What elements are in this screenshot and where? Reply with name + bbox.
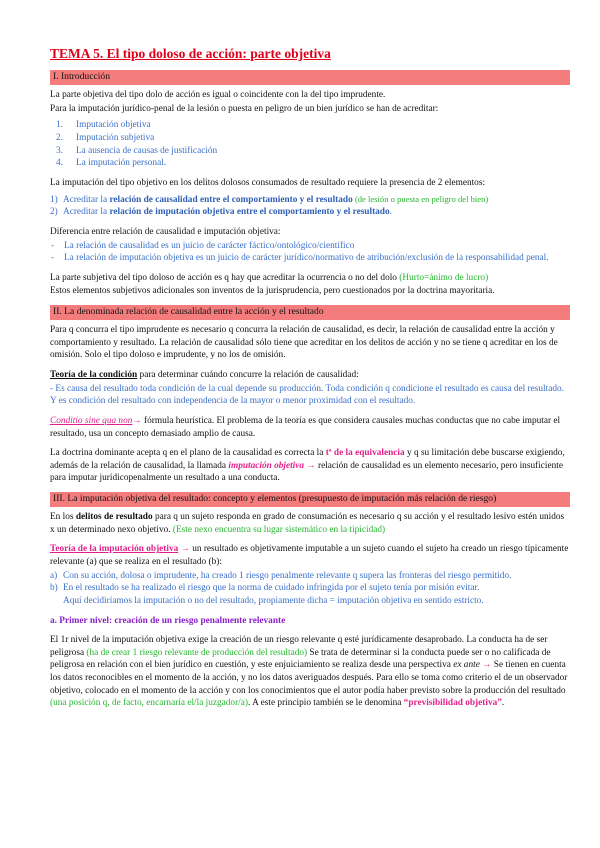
- document-body: [50, 46, 570, 714]
- paragraph: La imputación del tipo objetivo en los delitos dolosos consumados de resultado requiere la presencia de 2 elementos:: [50, 177, 486, 188]
- paragraph: Para la imputación jurídico-penal de la lesión o puesta en peligro de un bien jurídico se han de acreditar:: [50, 103, 439, 114]
- dash-list: [50, 240, 570, 265]
- paragraph: Conditio sine qua non→ fórmula heurística. El problema de la teoría es que considera causales muchas conductas que no cabe imputar el resultado, usa un concepto demasiado amplio de causa.: [50, 415, 561, 439]
- section-header-causalidad: II. La denominada relación de causalidad entre la acción y el resultado: [50, 305, 570, 320]
- numbered-list: [50, 119, 570, 170]
- paragraph: Teoría de la imputación objetiva → un resultado es objetivamente imputable a un sujeto cuando el sujeto ha creado un riesgo típicamente relevante (a) que se realiza en el resultado (b):: [50, 544, 569, 567]
- page-title: TEMA 5. El tipo doloso de acción: parte objetiva: [50, 46, 331, 61]
- list-item: 4. La imputación personal.: [56, 158, 167, 169]
- paragraph: El 1r nivel de la imputación objetiva exige la creación de un riesgo relevante q esté jurídicamente desaprobado. La conducta ha de ser peligrosa (ha de crear 1 riesgo relevante de producción del resultado) Se trata de determinar si la conducta puede ser o no calificada de peligrosa en relación con el bien jurídico en cuestión, y este enjuiciamiento se realiza desde una perspectiva ex ante → Se tienen en cuenta los datos reconocibles en el momento de la acción, y no los datos averiguados después. Para ello se toma como criterio el de un observador objetivo, colocado en el momento de la acción y con los conocimientos que el autor podía haber previsto sobre la producción del resultado (una posición q, de facto, encarnaría el/la juzgador/a). A este principio también se le denomina “previsibilidad objetiva”.: [50, 635, 568, 709]
- subsection-heading: a. Primer nivel: creación de un riesgo penalmente relevante: [50, 615, 286, 626]
- section-header-imputacion-objetiva: III. La imputación objetiva del resultado: concepto y elementos (presupuesto de imputación más relación de riesgo): [50, 492, 570, 507]
- list-item: 3. La ausencia de causas de justificación: [56, 145, 218, 156]
- paragraph: La doctrina dominante acepta q en el plano de la causalidad es correcta la tª de la equivalencia y q su limitación debe buscarse exigiendo, además de la relación de causalidad, la llamada imputación objetiva → relación de causalidad es un elemento necesario, pero insuficiente para imputar jurídicopenalmente un resultado a una conducta.: [50, 448, 565, 484]
- list-item: 1. Imputación objetiva: [56, 120, 151, 131]
- paragraph: Teoría de la condición para determinar cuándo concurre la relación de causalidad:: [50, 369, 359, 380]
- paragraph: Para q concurra el tipo imprudente es necesario q concurra la relación de causalidad, es decir, la relación de causalidad entre la acción y comportamiento y resultado. La relación de causalidad sólo tiene que acreditar en los delitos de acción y no se tiene q acreditar en los de omisión. Solo el tipo doloso e imprudente, y no los de omisión.: [50, 325, 558, 361]
- paragraph: La parte objetiva del tipo dolo de acción es igual o coincidente con la del tipo imprudente.: [50, 90, 386, 101]
- section-header-introduccion: I. Introducción: [50, 70, 570, 85]
- elements-list: [50, 194, 570, 219]
- list-item: - La relación de causalidad es un juicio de carácter fáctico/ontológico/científico: [51, 240, 355, 251]
- paragraph: - Es causa del resultado toda condición de la cual depende su producción. Toda condición q condicione el resultado es causa del resultado. Y es condición del resultado con independencia de la mayor o menor proximidad con el resultado.: [50, 383, 564, 407]
- paragraph: La parte subjetiva del tipo doloso de acción es q hay que acreditar la ocurrencia o no del dolo (Hurto=ánimo de lucro): [50, 272, 489, 283]
- list-item: 1) Acreditar la relación de causalidad entre el comportamiento y el resultado (de lesión o puesta en peligro del bien): [50, 193, 489, 205]
- paragraph: Estos elementos subjetivos adicionales son inventos de la jurisprudencia, pero cuestionados por la doctrina mayoritaria.: [50, 286, 495, 297]
- list-item: - La relación de imputación objetiva es un juicio de carácter jurídico/normativo de atribución/exclusión de la responsabilidad penal.: [51, 253, 549, 264]
- paragraph: Diferencia entre relación de causalidad e imputación objetiva:: [50, 226, 281, 237]
- paragraph: En los delitos de resultado para q un sujeto responda en grado de consumación es necesario q su acción y el resultado lesivo estén unidos x un determinado nexo objetivo. (Este nexo encuentra su lugar sistemático en la tipicidad): [50, 512, 565, 535]
- list-item: Aquí decidiríamos la imputación o no del resultado, propiamente dicha = imputación objetiva en sentido estricto.: [63, 595, 484, 606]
- criteria-list: [50, 570, 570, 608]
- list-item: 2) Acreditar la relación de imputación objetiva entre el comportamiento y el resultado.: [50, 207, 392, 218]
- list-item: a) Con su acción, dolosa o imprudente, ha creado 1 riesgo penalmente relevante q supera las fronteras del riesgo permitido.: [50, 570, 512, 581]
- list-item: b) En el resultado se ha realizado el riesgo que la norma de cuidado infringida por el sujeto tenía por misión evitar.: [50, 583, 480, 594]
- list-item: 2. Imputación subjetiva: [56, 133, 155, 144]
